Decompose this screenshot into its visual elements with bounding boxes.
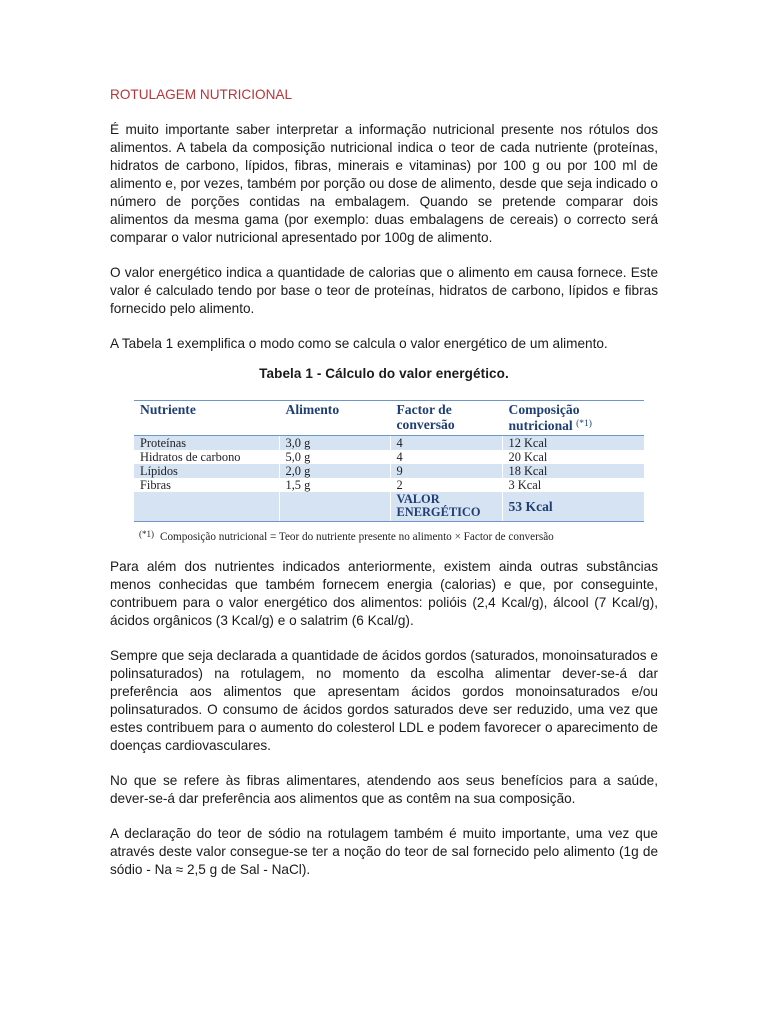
cell-alimento: 3,0 g: [279, 436, 390, 451]
cell-alimento: 2,0 g: [279, 464, 390, 478]
header-factor: [390, 401, 502, 436]
cell-factor: 9: [390, 464, 502, 478]
paragraph-sodium: A declaração do teor de sódio na rotulagem também é muito importante, uma vez que através deste valor consegue-se ter a noção do teor de sal fornecido pelo alimento (1g de sódio - Na ≈ 2,5 g de Sal - NaCl).: [110, 826, 658, 877]
header-alimento: Alimento: [279, 401, 390, 436]
total-label-line2: ENERGÉTICO: [396, 505, 481, 519]
header-composicao-line2: nutricional: [508, 418, 573, 433]
paragraph-energy-value: O valor energético indica a quantidade de calorias que o alimento em causa fornece. Este valor é calculado tendo por base o teor de proteínas, hidratos de carbono, lípidos e fibras fornecido pelo alimento.: [110, 265, 658, 316]
total-label: [390, 492, 502, 522]
nutrition-table-wrapper: [134, 400, 644, 546]
paragraph-other-substances: Para além dos nutrientes indicados anteriormente, existem ainda outras substâncias menos conhecidas que também fornecem energia (calorias) e que, por conseguinte, contribuem para o valor energético dos alimentos: polióis (2,4 Kcal/g), álcool (7 Kcal/g), ácidos orgânicos (3 Kcal/g) e o salatrim (6 Kcal/g).: [110, 559, 658, 628]
footnote-text: Composição nutricional = Teor do nutriente presente no alimento × Factor de conversão: [160, 531, 554, 543]
header-factor-line2: conversão: [396, 417, 455, 432]
table-row: [134, 478, 644, 492]
paragraph-fatty-acids: Sempre que seja declarada a quantidade de ácidos gordos (saturados, monoinsaturados e polinsaturados) na rotulagem, no momento da escolha alimentar dever-se-á dar preferência aos alimentos que apresentam ácidos gordos monoinsaturados e/ou polinsaturados. O consumo de ácidos gordos saturados deve ser reduzido, uma vez que estes contribuem para o aumento do colesterol LDL e podem favorecer o aparecimento de doenças cardiovasculares.: [110, 648, 658, 753]
document-page: [110, 86, 658, 896]
document-title: ROTULAGEM NUTRICIONAL: [110, 87, 293, 102]
paragraph-fibres: No que se refere às fibras alimentares, atendendo aos seus benefícios para a saúde, dever-se-á dar preferência aos alimentos que as contêm na sua composição.: [110, 773, 658, 806]
header-composicao: [502, 401, 644, 436]
cell-alimento: 5,0 g: [279, 450, 390, 464]
cell-nutriente: Hidratos de carbono: [134, 450, 279, 464]
paragraph-table-intro: A Tabela 1 exemplifica o modo como se calcula o valor energético de um alimento.: [110, 336, 608, 351]
cell-alimento: 1,5 g: [279, 478, 390, 492]
cell-nutriente: Proteínas: [134, 436, 279, 451]
table-header-row: [134, 401, 644, 436]
header-factor-line1: Factor de: [396, 402, 452, 417]
cell-factor: 4: [390, 436, 502, 451]
footnote-mark: (*1): [139, 529, 154, 539]
nutrition-table: [134, 400, 644, 522]
header-composicao-line1: Composição: [508, 402, 580, 417]
cell-factor: 4: [390, 450, 502, 464]
cell-composicao: 12 Kcal: [502, 436, 644, 451]
cell-composicao: 3 Kcal: [502, 478, 644, 492]
table-row: [134, 436, 644, 451]
table-row: [134, 450, 644, 464]
paragraph-intro: É muito importante saber interpretar a informação nutricional presente nos rótulos dos alimentos. A tabela da composição nutricional indica o teor de cada nutriente (proteínas, hidratos de carbono, lípidos, fibras, minerais e vitaminas) por 100 g ou por 100 ml de alimento e, por vezes, também por porção ou dose de alimento, desde que seja indicado o número de porções contidas na embalagem. Quando se pretende comparar dois alimentos da mesma gama (por exemplo: duas embalagens de cereais) o correcto será comparar o valor nutricional apresentado por 100g de alimento.: [110, 122, 658, 245]
total-value: 53 Kcal: [502, 492, 644, 522]
cell-empty: [279, 492, 390, 522]
cell-composicao: 18 Kcal: [502, 464, 644, 478]
table-row: [134, 464, 644, 478]
total-label-line1: VALOR: [396, 492, 440, 506]
cell-nutriente: Fibras: [134, 478, 279, 492]
cell-factor: 2: [390, 478, 502, 492]
header-composicao-note: (*1): [576, 419, 592, 429]
table-total-row: [134, 492, 644, 522]
header-nutriente: Nutriente: [134, 401, 279, 436]
cell-nutriente: Lípidos: [134, 464, 279, 478]
cell-composicao: 20 Kcal: [502, 450, 644, 464]
cell-empty: [134, 492, 279, 522]
table-footnote: [139, 525, 644, 546]
table-caption: Tabela 1 - Cálculo do valor energético.: [259, 366, 509, 381]
